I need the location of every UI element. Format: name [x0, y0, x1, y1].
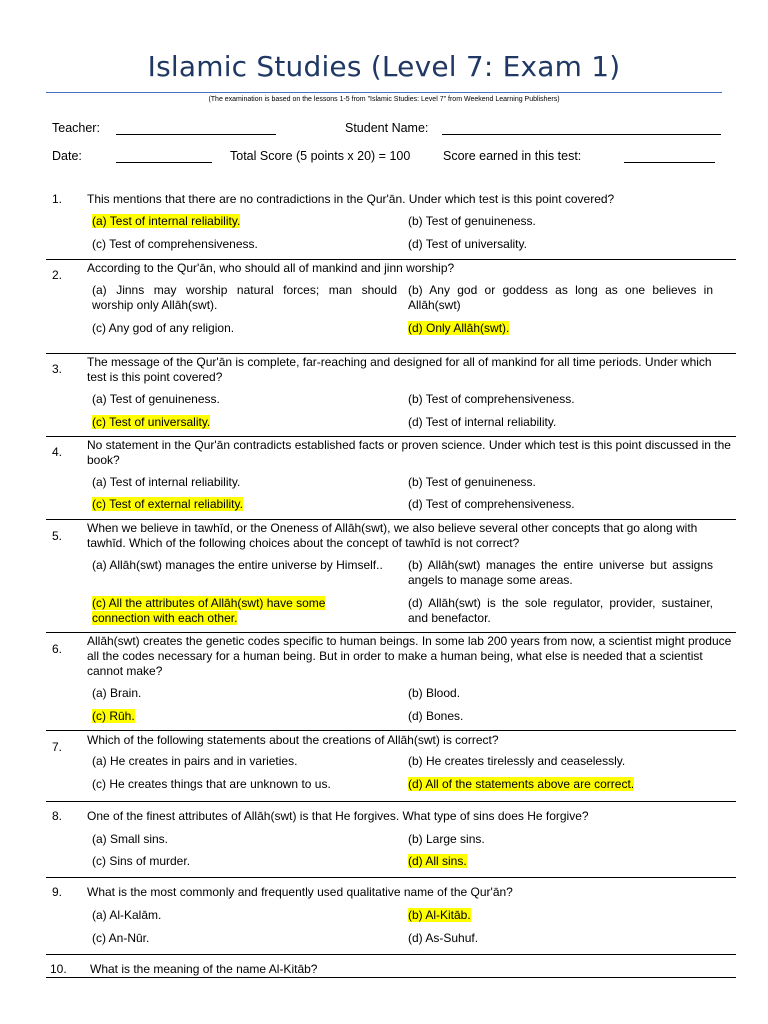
option-text: (c) Test of universality.	[92, 415, 211, 429]
option-text: (c) Any god of any religion.	[92, 321, 235, 335]
option-a[interactable]	[92, 558, 397, 573]
question-text: According to the Qur'ān, who should all of mankind and jinn worship?	[87, 261, 455, 275]
score-earned-label: Score earned in this test:	[443, 149, 582, 163]
option-text: (c) Test of comprehensiveness.	[92, 237, 258, 251]
question-number: 9.	[52, 885, 63, 899]
option-a[interactable]	[92, 392, 397, 407]
question-number: 10.	[50, 962, 67, 976]
question-4	[46, 438, 736, 518]
option-text: (d) Bones.	[408, 709, 464, 723]
question-8	[46, 808, 736, 874]
option-text: (a) Al-Kalām.	[92, 908, 162, 922]
option-text: (c) Test of external reliability.	[92, 497, 243, 511]
question-3	[46, 355, 736, 435]
option-text: (a) He creates in pairs and in varieties.	[92, 754, 298, 768]
option-c[interactable]	[92, 777, 397, 792]
question-divider	[46, 954, 736, 955]
teacher-field[interactable]	[116, 121, 276, 135]
question-7	[46, 733, 736, 799]
question-number: 3.	[52, 362, 63, 376]
question-text: This mentions that there are no contradictions in the Qur'ān. Under which test is this point covered?	[87, 192, 615, 206]
option-text: (a) Test of genuineness.	[92, 392, 220, 406]
question-number: 4.	[52, 445, 63, 459]
option-text: (a) Jinns may worship natural forces; man should worship only Allāh(swt).	[92, 283, 397, 312]
question-text: What is the meaning of the name Al-Kitāb?	[90, 962, 318, 976]
student-name-label: Student Name:	[345, 121, 429, 135]
question-number: 8.	[52, 809, 63, 823]
question-6	[46, 634, 736, 726]
option-a[interactable]	[92, 754, 397, 769]
option-c[interactable]	[92, 321, 397, 336]
question-text: What is the most commonly and frequently used qualitative name of the Qur'ān?	[87, 885, 513, 899]
option-c[interactable]	[92, 931, 397, 946]
date-label: Date:	[52, 149, 82, 163]
question-number: 5.	[52, 529, 63, 543]
option-text: (b) Large sins.	[408, 832, 485, 846]
option-text: (c) He creates things that are unknown to us.	[92, 777, 331, 791]
option-d[interactable]	[408, 777, 713, 792]
question-text: Allāh(swt) creates the genetic codes specific to human beings. In some lab 200 years from now, a scientist might produce all the codes necessary for a human being. But in order to make a human being, what else is needed that a scientist cannot make?	[87, 634, 732, 678]
option-text: (b) Test of genuineness.	[408, 475, 536, 489]
option-text: (c) All the attributes of Allāh(swt) have some connection with each other.	[92, 596, 326, 625]
question-text: The message of the Qur'ān is complete, far-reaching and designed for all of mankind for all time periods. Under which test is this point covered?	[87, 355, 712, 384]
option-d[interactable]	[408, 321, 713, 336]
question-number: 1.	[52, 192, 63, 206]
option-text: (c) An-Nūr.	[92, 931, 150, 945]
option-text: (d) All sins.	[408, 854, 467, 868]
option-d[interactable]	[408, 497, 713, 512]
question-text: No statement in the Qur'ān contradicts established facts or proven science. Under which test is this point discussed in the book?	[87, 438, 731, 467]
question-divider	[46, 877, 736, 878]
option-text: (b) Allāh(swt) manages the entire universe but assigns angels to manage some areas.	[408, 558, 713, 587]
question-10	[46, 961, 736, 977]
option-a[interactable]	[92, 475, 397, 490]
option-text: (b) Blood.	[408, 686, 461, 700]
option-text: (c) Sins of murder.	[92, 854, 191, 868]
question-text: One of the finest attributes of Allāh(swt) is that He forgives. What type of sins does He forgive?	[87, 809, 589, 823]
student-name-field[interactable]	[442, 121, 721, 135]
option-text: (b) Test of comprehensiveness.	[408, 392, 575, 406]
option-a[interactable]	[92, 283, 397, 313]
option-d[interactable]	[408, 854, 713, 869]
question-divider	[46, 259, 736, 260]
option-b[interactable]	[408, 754, 713, 769]
option-a[interactable]	[92, 908, 397, 923]
option-text: (d) As-Suhuf.	[408, 931, 479, 945]
option-b[interactable]	[408, 475, 713, 490]
date-field[interactable]	[116, 149, 212, 163]
option-text: (d) Allāh(swt) is the sole regulator, provider, sustainer, and benefactor.	[408, 596, 713, 625]
question-divider	[46, 730, 736, 731]
option-c[interactable]	[92, 596, 362, 626]
question-number: 7.	[52, 740, 63, 754]
question-2	[46, 261, 736, 341]
option-a[interactable]	[92, 214, 397, 229]
question-9	[46, 884, 736, 950]
question-1	[46, 191, 736, 253]
option-d[interactable]	[408, 709, 713, 724]
option-text: (c) Rūh.	[92, 709, 135, 723]
option-text: (a) Allāh(swt) manages the entire universe by Himself..	[92, 558, 383, 572]
option-d[interactable]	[408, 596, 713, 626]
question-divider	[46, 519, 736, 520]
option-text: (d) Test of universality.	[408, 237, 527, 251]
option-d[interactable]	[408, 931, 713, 946]
option-d[interactable]	[408, 415, 713, 430]
score-earned-field[interactable]	[624, 149, 715, 163]
question-divider	[46, 977, 736, 978]
option-b[interactable]	[408, 558, 713, 588]
question-text: Which of the following statements about the creations of Allāh(swt) is correct?	[87, 733, 499, 747]
option-text: (b) Test of genuineness.	[408, 214, 536, 228]
question-text: When we believe in tawhīd, or the Oneness of Allāh(swt), we also believe several other concepts that go along with tawhīd. Which of the following choices about the concept of tawhīd is not correct?	[87, 521, 698, 550]
option-b[interactable]	[408, 686, 713, 701]
option-b[interactable]	[408, 214, 713, 229]
option-b[interactable]	[408, 392, 713, 407]
option-b[interactable]	[408, 908, 713, 923]
option-text: (a) Brain.	[92, 686, 142, 700]
option-text: (a) Small sins.	[92, 832, 169, 846]
question-number: 6.	[52, 642, 63, 656]
option-c[interactable]	[92, 415, 397, 430]
option-text: (a) Test of internal reliability.	[92, 475, 241, 489]
option-c[interactable]	[92, 709, 397, 724]
question-divider	[46, 801, 736, 802]
option-c[interactable]	[92, 237, 397, 252]
option-text: (d) All of the statements above are correct.	[408, 777, 635, 791]
option-text: (b) He creates tirelessly and ceaselessly.	[408, 754, 626, 768]
option-d[interactable]	[408, 237, 713, 252]
option-b[interactable]	[408, 832, 713, 847]
title-divider	[46, 92, 722, 93]
question-divider	[46, 436, 736, 437]
question-5	[46, 521, 736, 631]
option-text: (a) Test of internal reliability.	[92, 214, 241, 228]
exam-title: Islamic Studies (Level 7: Exam 1)	[147, 50, 621, 83]
question-number: 2.	[52, 268, 63, 282]
question-divider	[46, 632, 736, 633]
option-a[interactable]	[92, 832, 397, 847]
option-text: (d) Only Allāh(swt).	[408, 321, 510, 335]
option-text: (b) Any god or goddess as long as one believes in Allāh(swt)	[408, 283, 713, 312]
total-score: Total Score (5 points x 20) = 100	[230, 149, 411, 163]
option-text: (b) Al-Kitāb.	[408, 908, 471, 922]
option-c[interactable]	[92, 497, 397, 512]
option-b[interactable]	[408, 283, 713, 313]
exam-subtitle: (The examination is based on the lessons 1-5 from "Islamic Studies: Level 7" from Weekend Learning Publishers)	[208, 96, 560, 103]
teacher-label: Teacher:	[52, 121, 100, 135]
option-a[interactable]	[92, 686, 397, 701]
option-text: (d) Test of comprehensiveness.	[408, 497, 575, 511]
question-divider	[46, 353, 736, 354]
option-text: (d) Test of internal reliability.	[408, 415, 557, 429]
option-c[interactable]	[92, 854, 397, 869]
